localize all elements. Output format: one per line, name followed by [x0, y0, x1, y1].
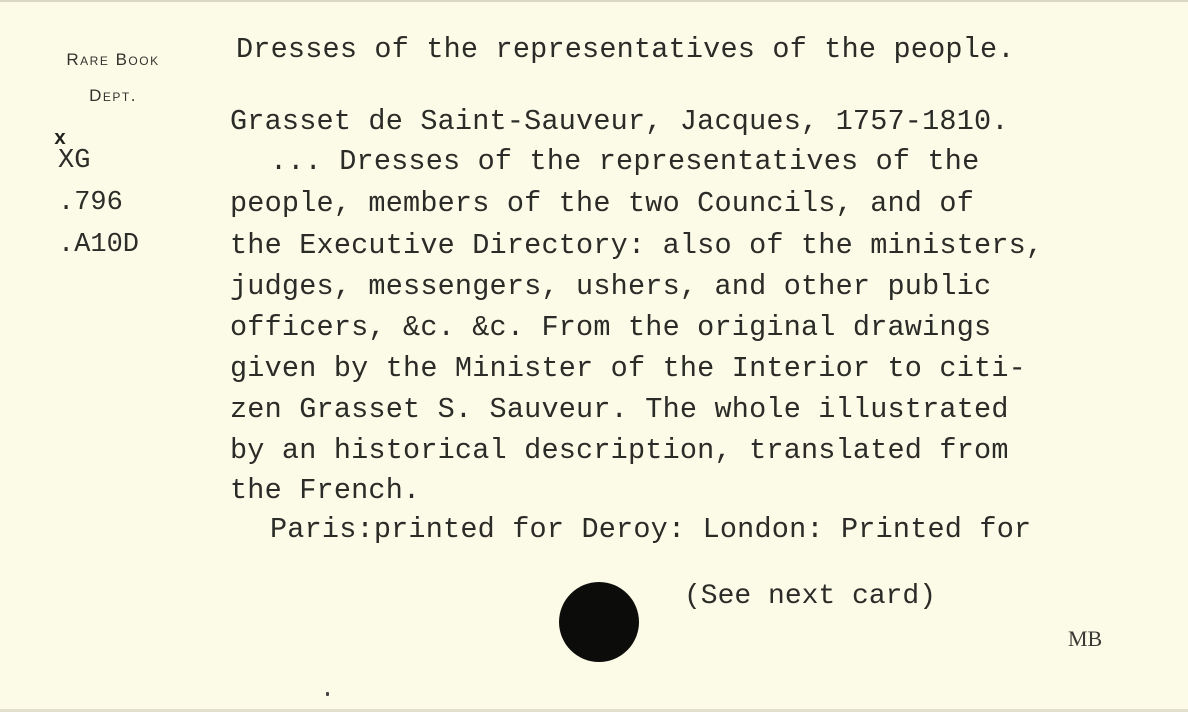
- body-line: zen Grasset S. Sauveur. The whole illustrated: [230, 393, 1009, 426]
- body-line: officers, &c. &c. From the original drawings: [230, 311, 992, 344]
- call-number-marker: x: [54, 128, 67, 151]
- call-number-line2: .796: [58, 188, 123, 218]
- body-line: the French.: [230, 474, 421, 507]
- imprint-line: Paris:printed for Deroy: London: Printed for: [270, 513, 1032, 546]
- call-number-line1: XG: [58, 146, 91, 176]
- continuation-note: (See next card): [684, 581, 937, 612]
- body-line: given by the Minister of the Interior to citi-: [230, 352, 1026, 385]
- department-label-line2: Dept.: [89, 86, 137, 105]
- cataloger-initials: MB: [1068, 626, 1103, 651]
- body-line: ... Dresses of the representatives of the: [270, 145, 980, 178]
- department-label-line1: Rare Book: [66, 50, 160, 69]
- body-line: by an historical description, translated from: [230, 434, 1009, 467]
- body-line: the Executive Directory: also of the ministers,: [230, 229, 1044, 262]
- body-line: people, members of the two Councils, and of: [230, 187, 975, 220]
- punch-hole: [559, 582, 639, 662]
- card-heading: Dresses of the representatives of the people.: [236, 33, 1015, 66]
- author-entry: Grasset de Saint-Sauveur, Jacques, 1757-1810.: [230, 105, 1009, 138]
- body-line: judges, messengers, ushers, and other public: [230, 270, 992, 303]
- ink-speck: [326, 692, 329, 696]
- call-number-line3: .A10D: [58, 230, 140, 260]
